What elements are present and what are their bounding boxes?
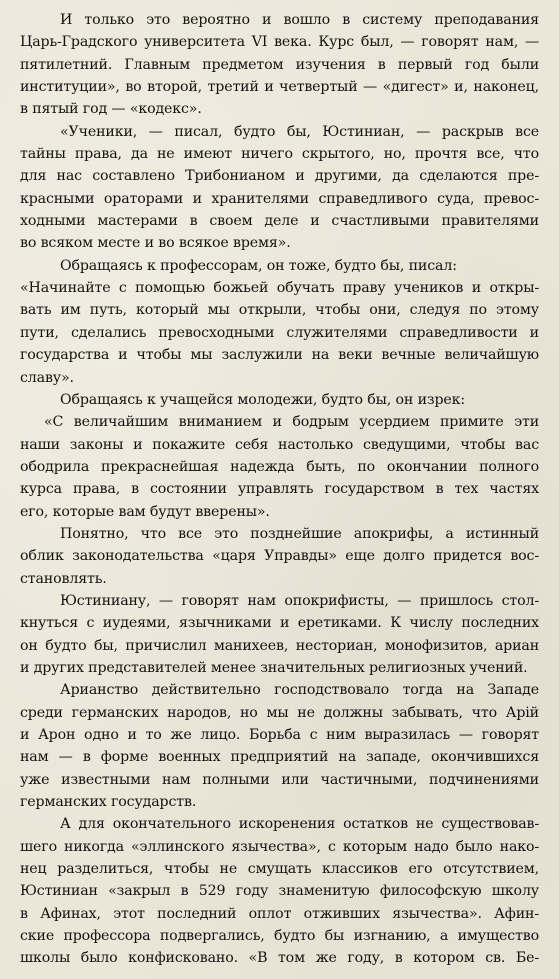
text-line-20: наши законы и покажите себя настолько сведущими, чтобы вас [20,436,539,453]
text-line-12: Обращаясь к профессорам, он тоже, будто бы, писал: [60,257,457,274]
body-text [20,9,539,970]
text-line-11: во всяком месте и во всякое время». [20,235,291,252]
text-line-30: и других представителей менее значительных религиозных учений. [20,659,528,676]
text-line-29: он будто бы, причислил манихеев, несториан, монофизитов, ариан [20,637,539,654]
text-line-35: уже известными нам полными или частичными, подчинениями [20,771,539,788]
text-line-33: и Арон одно и то же лицо. Борьба с ним выразилась — говорят [20,727,539,743]
text-line-39: нец разделиться, чтобы не смущать классиков его отсутствием, [20,861,539,878]
text-line-8: для нас составлено Трибонианом и другими, да сделаются пре- [20,168,539,185]
text-line-14: вать им путь, который мы открыли, чтобы они, следуя по этому [20,302,539,319]
text-line-31: Арианство действительно господствовало тогда на Западе [60,682,539,699]
text-line-6: «Ученики, — писал, будто бы, Юстиниан, — раскрыв все [60,123,539,140]
text-line-27: Юстиниану, — говорят нам опокрифисты, — пришлось стол- [60,592,539,609]
text-line-18: Обращаясь к учащейся молодежи, будто бы, он изрек: [60,391,465,408]
text-line-34: нам — в форме военных предприятий на западе, окончившихся [20,749,539,766]
text-line-4: институции», во второй, третий и четвертый — «дигест» и, наконец, [20,79,539,96]
text-line-28: кнуться с иудеями, язычниками и еретиками. К числу последних [20,615,539,632]
text-line-1: И только это вероятно и вошло в систему преподавания [60,12,539,28]
text-line-17: славу». [20,369,74,386]
text-line-43: школы было конфисковано. «В том же году, в котором св. Бе- [20,950,539,967]
text-line-26: становлять. [20,570,107,587]
text-line-7: тайны права, да не имеют ничего скрытого, но, прочтя все, что [20,146,539,163]
text-line-15: пути, сделались превосходными служителями справедливости и [20,324,539,341]
text-line-24: Понятно, что все это позднейшие апокрифы, а истинный [60,525,539,542]
text-line-36: германских государств. [20,794,197,811]
text-line-2: Царь-Градского университета VI века. Курс был, — говорят нам, — [20,34,539,51]
text-line-21: ободрила прекраснейшая надежда быть, по окончании полного [20,458,539,475]
text-line-38: шего никогда «эллинского язычества», с которым надо было нако- [20,838,539,855]
text-line-41: в Афинах, этот последний оплот отживших язычества». Афин- [20,905,539,922]
text-line-3: пятилетний. Главным предметом изучения в первый год были [20,56,539,73]
text-line-10: ходными мастерами в своем деле и счастливыми правителями [20,213,539,230]
text-line-37: А для окончательного искоренения остатков не существовав- [60,816,539,833]
text-line-25: облик законодательства «царя Управды» еще долго придется вос- [20,548,539,565]
text-line-42: ские профессора подвергались, будто бы изгнанию, а имущество [20,928,539,945]
text-line-22: курса права, в состоянии управлять государством в тех частях [20,481,539,498]
text-line-40: Юстиниан «закрыл в 529 году знаменитую философскую школу [20,883,539,900]
text-line-9: красными ораторами и хранителями справедливого суда, превос- [20,190,539,207]
text-line-13: «Начинайте с помощью божьей обучать праву учеников и откры- [20,280,539,297]
text-line-19: «С величайшим вниманием и бодрым усердием примите эти [44,414,539,431]
text-line-16: государства и чтобы мы заслужили на веки вечные величайшую [20,347,539,364]
text-line-32: среди германских народов, но мы не должны забывать, что Арій [20,704,539,721]
text-line-23: его, которые вам будут вверены». [20,503,270,520]
text-line-5: в пятый год — «кодекс». [20,101,202,118]
